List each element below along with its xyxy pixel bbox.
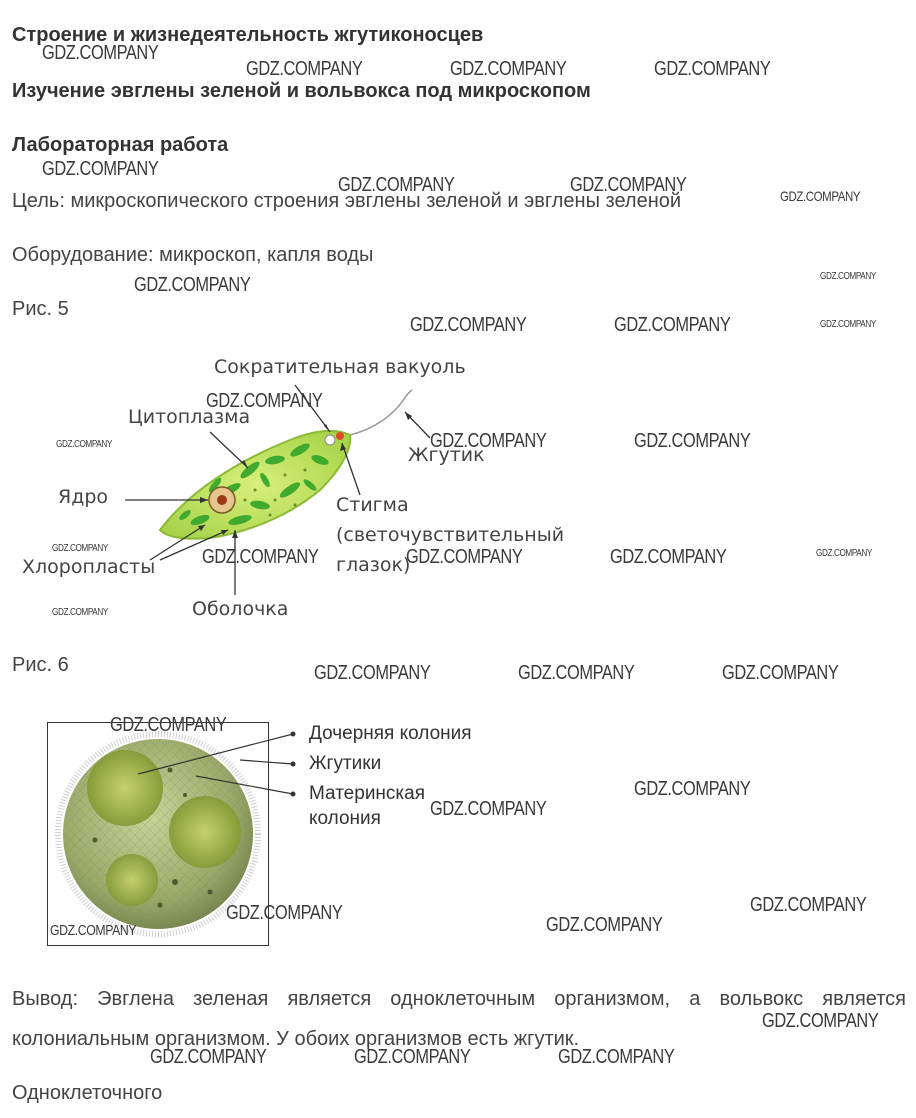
watermark: GDZ.COMPANY <box>518 662 635 684</box>
label-mother-colony-2: колония <box>309 808 381 829</box>
section-title: Строение и жизнедеятельность жгутиконосцев <box>12 24 484 46</box>
watermark: GDZ.COMPANY <box>202 546 319 568</box>
euglena-illustration <box>0 340 620 630</box>
watermark: GDZ.COMPANY <box>150 1046 267 1068</box>
watermark: GDZ.COMPANY <box>430 798 547 820</box>
label-stigma-desc: (светочувствительный <box>336 524 565 546</box>
watermark: GDZ.COMPANY <box>558 1046 675 1068</box>
watermark: GDZ.COMPANY <box>50 922 137 939</box>
label-nucleus: Ядро <box>58 486 109 508</box>
label-chloroplasts: Хлоропласты <box>22 556 156 578</box>
watermark: GDZ.COMPANY <box>634 430 751 452</box>
figure-6-caption: Рис. 6 <box>12 654 69 676</box>
label-contractile-vacuole: Сократительная вакуоль <box>214 356 466 378</box>
label-daughter-colony: Дочерняя колония <box>309 723 472 744</box>
watermark: GDZ.COMPANY <box>206 390 323 412</box>
watermark: GDZ.COMPANY <box>816 548 872 559</box>
watermark: GDZ.COMPANY <box>570 174 687 196</box>
watermark: GDZ.COMPANY <box>406 546 523 568</box>
watermark: GDZ.COMPANY <box>42 42 159 64</box>
equipment-text: Оборудование: микроскоп, капля воды <box>12 244 374 266</box>
watermark: GDZ.COMPANY <box>410 314 527 336</box>
answer-text: Одноклеточного <box>12 1082 163 1104</box>
watermark: GDZ.COMPANY <box>722 662 839 684</box>
watermark: GDZ.COMPANY <box>634 778 751 800</box>
watermark: GDZ.COMPANY <box>614 314 731 336</box>
figure-5-caption: Рис. 5 <box>12 298 69 320</box>
watermark: GDZ.COMPANY <box>56 439 112 450</box>
label-stigma-desc-2: глазок) <box>336 554 411 576</box>
watermark: GDZ.COMPANY <box>654 58 771 80</box>
label-cytoplasm: Цитоплазма <box>128 406 251 428</box>
watermark: GDZ.COMPANY <box>450 58 567 80</box>
goal-text: Цель: микроскопического строения эвглены зеленой и эвглены зеленой <box>12 190 682 212</box>
label-stigma: Стигма <box>336 494 409 516</box>
lab-topic-title: Изучение эвглены зеленой и вольвокса под микроскопом <box>12 80 591 102</box>
watermark: GDZ.COMPANY <box>762 1010 879 1032</box>
watermark: GDZ.COMPANY <box>110 714 227 736</box>
watermark: GDZ.COMPANY <box>820 319 876 330</box>
label-flagella: Жгутики <box>309 753 382 774</box>
watermark: GDZ.COMPANY <box>42 158 159 180</box>
watermark: GDZ.COMPANY <box>314 662 431 684</box>
watermark: GDZ.COMPANY <box>226 902 343 924</box>
watermark: GDZ.COMPANY <box>610 546 727 568</box>
watermark: GDZ.COMPANY <box>354 1046 471 1068</box>
watermark: GDZ.COMPANY <box>430 430 547 452</box>
label-membrane: Оболочка <box>192 598 289 620</box>
label-flagellum: Жгутик <box>408 444 485 466</box>
lab-work-title: Лабораторная работа <box>12 134 229 156</box>
watermark: GDZ.COMPANY <box>780 188 861 204</box>
watermark: GDZ.COMPANY <box>338 174 455 196</box>
watermark: GDZ.COMPANY <box>134 274 251 296</box>
label-mother-colony: Материнская <box>309 783 426 804</box>
watermark: GDZ.COMPANY <box>246 58 363 80</box>
watermark: GDZ.COMPANY <box>750 894 867 916</box>
watermark: GDZ.COMPANY <box>820 271 876 282</box>
watermark: GDZ.COMPANY <box>546 914 663 936</box>
conclusion-text: Вывод: Эвглена зеленая является одноклеточным организмом, а вольвокс является колониальным организмом. У обоих организмов есть жгутик. <box>12 988 906 1050</box>
watermark: GDZ.COMPANY <box>52 543 108 554</box>
euglena-figure <box>0 340 620 630</box>
watermark: GDZ.COMPANY <box>52 607 108 618</box>
